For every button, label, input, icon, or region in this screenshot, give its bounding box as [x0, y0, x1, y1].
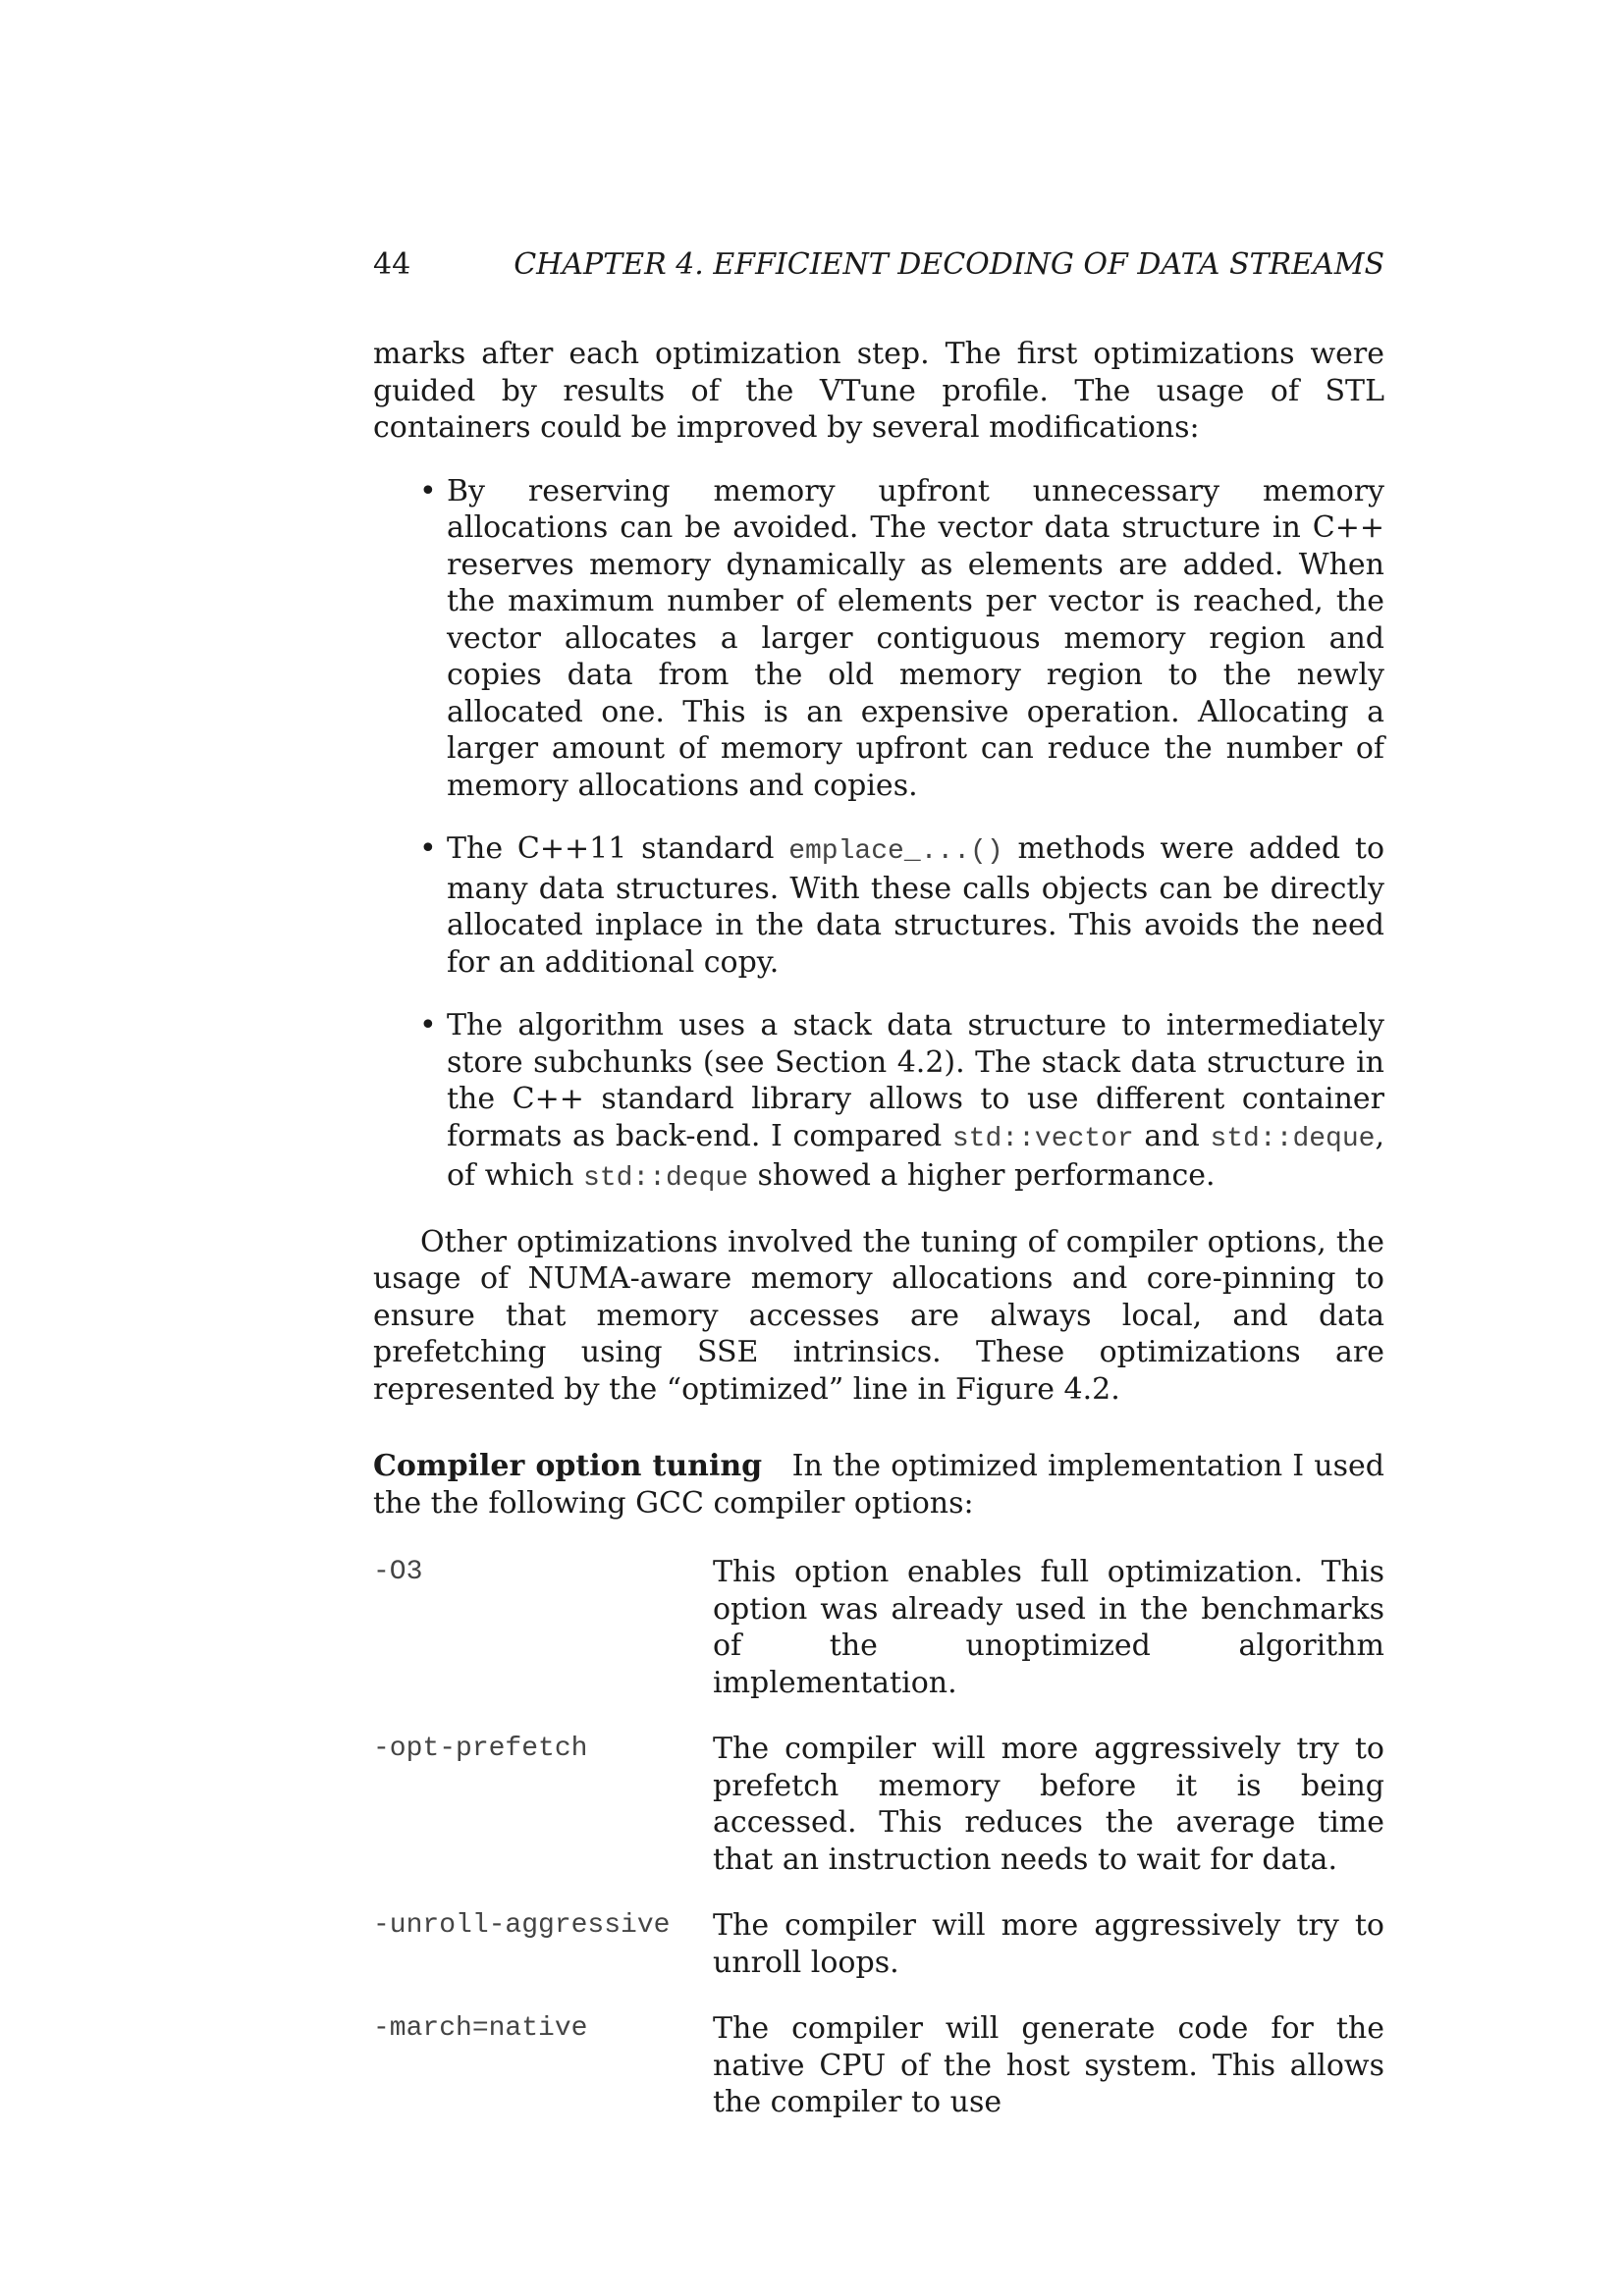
compiler-options-list	[373, 1554, 1384, 2121]
section-heading: Compiler option tuning	[373, 1449, 763, 1483]
list-item-text: showed a higher performance.	[748, 1158, 1216, 1193]
list-item-text: The algorithm uses a stack data structure to intermediately store subchunks (see Section 4.2). The stack data structure in the C++ standard library allows to use different container formats as back-end. I compared	[447, 1008, 1384, 1153]
option-description: The compiler will more aggressively try to unroll loops.	[713, 1908, 1384, 1980]
option-row	[373, 2010, 1384, 2121]
list-item-text: methods were added to many data structures. With these calls objects can be directly allocated inplace in the data structures. This avoids the need for an additional copy.	[447, 831, 1385, 980]
running-header	[373, 245, 1384, 285]
option-name: -O3	[373, 1557, 423, 1587]
list-item	[373, 473, 1384, 805]
option-description: The compiler will generate code for the native CPU of the host system. This allows the compiler to use	[713, 2011, 1384, 2119]
option-name: -march=native	[373, 2013, 588, 2044]
intro-paragraph: marks after each optimization step. The first optimizations were guided by results of the VTune profile. The usage of STL containers could be improved by several modifications:	[373, 337, 1384, 445]
list-item-text: , of which	[447, 1118, 1385, 1193]
option-row	[373, 1554, 1384, 1701]
document-page	[373, 245, 1384, 2121]
compiler-tuning-paragraph	[373, 1448, 1384, 1522]
option-row	[373, 1907, 1384, 1981]
bullet-icon: •	[419, 1008, 437, 1042]
option-name: -unroll-aggressive	[373, 1910, 671, 1941]
list-item-text: By reserving memory upfront unnecessary memory allocations can be avoided. The vector data structure in C++ reserves memory dynamically as elements are added. When the maximum number of elements per vector is reached, the vector allocates a larger contiguous memory region and copies data from the old memory region to the newly allocated one. This is an expensive operation. Allocating a larger amount of memory upfront can reduce the number of memory allocations and copies.	[447, 473, 1384, 803]
list-item-text: The C++11 standard	[447, 831, 789, 866]
inline-code: emplace_...()	[788, 836, 1003, 867]
list-item-text: and	[1133, 1118, 1211, 1153]
list-item	[373, 1007, 1384, 1198]
body-text	[373, 336, 1384, 2121]
inline-code: std::vector	[951, 1123, 1134, 1154]
option-name: -opt-prefetch	[373, 1734, 588, 1764]
inline-code: std::deque	[582, 1163, 748, 1194]
section-text: In the optimized implementation I used the the following GCC compiler options:	[373, 1449, 1384, 1521]
optimizations-paragraph: Other optimizations involved the tuning of compiler options, the usage of NUMA-aware memory allocations and core-pinning to ensure that memory accesses are always local, and data prefetching using SSE intrinsics. These optimizations are represented by the “optimized” line in Figure 4.2.	[373, 1224, 1384, 1407]
optimization-list	[373, 473, 1384, 1198]
option-row	[373, 1731, 1384, 1878]
list-item	[373, 830, 1384, 981]
chapter-title: CHAPTER 4. EFFICIENT DECODING OF DATA STREAMS	[514, 247, 1384, 282]
option-description: This option enables full optimization. This option was already used in the benchmarks of the unoptimized algorithm implementation.	[713, 1555, 1384, 1700]
page-number: 44	[373, 247, 411, 282]
option-description: The compiler will more aggressively try to prefetch memory before it is being accessed. This reduces the average time that an instruction needs to wait for data.	[713, 1732, 1384, 1877]
bullet-icon: •	[419, 831, 437, 866]
bullet-icon: •	[419, 473, 437, 508]
inline-code: std::deque	[1210, 1123, 1376, 1154]
